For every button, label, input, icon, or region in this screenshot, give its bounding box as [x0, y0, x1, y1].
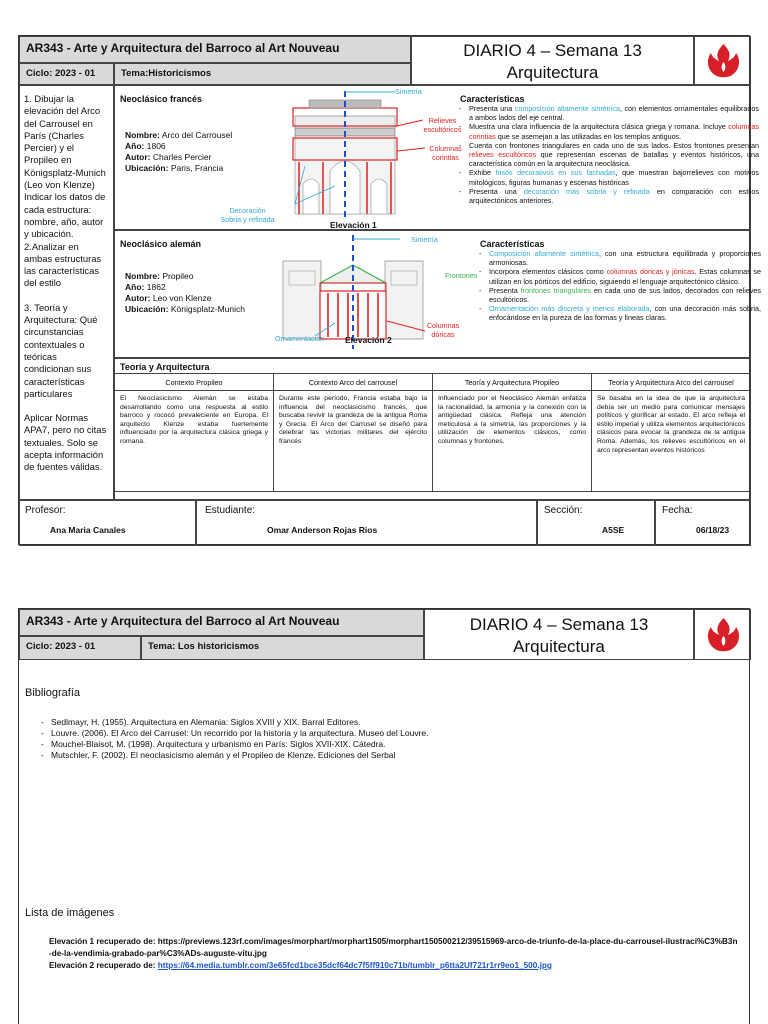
theme-cell	[141, 636, 424, 660]
list-item: - Mutschler, F. (2002). El neoclasicismo alemán y el Propileo de Klenze. Ediciones del Serbal	[51, 750, 751, 761]
theme-label: Tema:Historicismos	[121, 68, 212, 79]
upc-logo-icon	[695, 610, 752, 661]
diary-title-line2: Arquitectura	[506, 63, 599, 82]
student-name: Omar Anderson Rojas Rios	[267, 525, 378, 535]
table-header: Teoría y Arquitectura Propileo	[433, 374, 592, 391]
section2-title: Neoclásico alemán	[120, 239, 202, 249]
year-label: Año:	[125, 282, 145, 292]
list-item: - Incorpora elementos clásicos como columnas dóricas y jónicas. Estas columnas se utilizan en los pórticos del edificio, siguiendo el lenguaje arquitectónico clásico.	[489, 267, 761, 285]
course-title: AR343 - Arte y Arquitectura del Barroco al Art Nouveau	[26, 41, 340, 55]
list-item: - Muestra una clara influencia de la arquitectura clásica griega y romana. Incluye columnas corintias que se asemejan a las utilizadas en los templos antiguos.	[469, 122, 759, 140]
list-item: - Exhibe frisos decorativos en sus fachadas, que muestran bajorrelieves con motivos mitológicos, figuras humanas y escenas históricas	[469, 168, 759, 186]
location-label: Ubicación:	[125, 163, 169, 173]
table-cell: Durante este período, Francia estaba bajo la influencia del neoclasicismo francés, que buscaba revivir la grandeza de la antigua Roma y Grecia. El Arco del Carrusel se diseñó para celebrar las victorias militares del ejército francés	[274, 391, 433, 492]
list-item: - Louvre. (2006). El Arco del Carrusel: Un recorrido por la historia y la arquitectura. Museo del Louvre.	[51, 728, 751, 739]
footer-student	[196, 500, 537, 546]
author-label: Autor:	[125, 293, 151, 303]
instruction-3: 3. Teoría y Arquitectura: Qué circunstancias contextuales o teóricas condicionan sus características particulares	[24, 301, 98, 399]
elevation-1-caption: Elevación 1	[330, 220, 377, 230]
upc-logo-icon	[695, 37, 752, 86]
bibliography-list	[35, 717, 751, 761]
name-value: Arco del Carrousel	[161, 130, 233, 140]
list-item: - Mouchel-Blaisot, M. (1998). Arquitectura y urbanismo en París: Siglos XVII-XIX. Cátedra.	[51, 739, 751, 750]
logo-cell	[694, 36, 751, 85]
teacher-name: Ana Maria Canales	[50, 525, 126, 535]
list-item: - Presenta una composición altamente simétrica, con elementos ornamentales equilibrados a ambos lados del eje central.	[469, 104, 759, 122]
diary-title-line1: DIARIO 4 – Semana 13	[463, 41, 642, 60]
course-title-cell	[19, 36, 411, 63]
cycle-cell	[19, 636, 141, 660]
journal-page-1	[18, 35, 761, 545]
logo-cell	[694, 609, 751, 660]
section-french-neoclassic	[114, 85, 759, 230]
instruction-1: 1. Dibujar la elevación del Arco del Carrousel en París (Charles Percier) y el Propileo en Königsplatz-Munich (Leo von Klenze) Indicar los datos de cada estructura: nombre, año, autor y ubicación.	[24, 93, 106, 240]
theory-section	[114, 358, 751, 500]
diary-title-cell	[411, 36, 694, 85]
list-item: - Presenta frontones triangulares en cada uno de sus lados, decorados con relieves escultóricos.	[489, 286, 761, 304]
annotation-columns-1: Columnas corintias	[429, 144, 462, 163]
course-title-cell	[19, 609, 424, 636]
diary-title-line2: Arquitectura	[513, 637, 605, 656]
table-cell: El Neoclasicismo Alemán se estaba desarrollando como una respuesta al estilo barroco y rococó prevaleciente en Europa. El arquitecto Klenze estaba fuertemente influenciado por la arquitectura clásica griega y romana.	[115, 391, 274, 492]
author-value: Charles Percier	[152, 152, 212, 162]
annotation-decoration: Decoración Sobria y refinada	[220, 206, 275, 225]
year-label: Año:	[125, 141, 145, 151]
section1-details	[125, 130, 265, 174]
theory-title: Teoría y Arquitectura	[120, 362, 210, 372]
section2-characteristics-list	[473, 249, 761, 323]
image-2-link[interactable]: https://64.media.tumblr.com/3e65fcd1bce35dcf64dc7f5ff910c71b/tumblr_p6tta2Uf721r1rr9eo1_500.jpg	[157, 961, 552, 970]
annotation-symmetry-2: Simetría	[411, 235, 438, 244]
table-header: Teoría y Arquitectura Arco del carrousel	[592, 374, 751, 391]
location-value: Königsplatz-Munich	[170, 304, 246, 314]
annotation-ornament: Ornamentación	[275, 334, 325, 343]
annotation-symmetry-1: Simetría	[395, 87, 422, 96]
list-item: - Cuenta con frontones triangulares en cada uno de sus lados. Estos frontones presentan relieves escultóricos que representan escenas de batallas y eventos históricos, una característica común en la arquitectura neoclásica.	[469, 141, 759, 169]
diary-title-cell	[424, 609, 694, 660]
images-list-title: Lista de imágenes	[25, 907, 115, 919]
name-label: Nombre:	[125, 130, 160, 140]
theory-table-wrap	[114, 373, 751, 492]
image-credits	[49, 936, 739, 972]
cycle-cell	[19, 63, 114, 85]
section1-characteristics-title: Características	[460, 94, 525, 104]
image-credit-1: Elevación 1 recuperado de: https://previews.123rf.com/images/morphart/morphart1505/morphart150500212/39515969-arco-de-triunfo-de-la-place-du-carrousel-ilustraci%C3%B3n-de-la-vendimia-grabado-par%C3%ADs-auguste-vitu.jpg	[49, 937, 738, 958]
year-value: 1862	[146, 282, 166, 292]
cycle-label: Ciclo: 2023 - 01	[26, 68, 96, 79]
instruction-2: 2.Analizar en ambas estructuras las características del estilo	[24, 240, 102, 289]
arc-du-carrousel-drawing	[275, 86, 435, 221]
table-header: Contexto Arco del carrousel	[274, 374, 433, 391]
diary-title-line1: DIARIO 4 – Semana 13	[469, 615, 649, 634]
cycle-label: Ciclo: 2023 - 01	[26, 641, 96, 652]
name-value: Propileo	[162, 271, 194, 281]
table-cell: Se basaba en la idea de que la arquitectura debía ser un medio para comunicar mensajes políticos y glorificar al estado. El arco refleja el estilo imperial y utiliza elementos arquitectónicos clásicos para evocar la grandeza de la antigua Roma. Además, los relieves escultóricos en el arco representan eventos históricos	[592, 391, 751, 492]
section1-characteristics-list	[453, 104, 759, 205]
name-label: Nombre:	[125, 271, 160, 281]
date-value: 06/18/23	[696, 525, 730, 535]
list-item: - Presenta una decoración más sobria y refinada en comparación con estilos arquitectónicos anteriores.	[469, 187, 759, 205]
section-german-neoclassic	[114, 230, 761, 358]
date-label: Fecha:	[662, 505, 693, 516]
year-value: 1806	[146, 141, 166, 151]
author-label: Autor:	[125, 152, 151, 162]
theme-cell	[114, 63, 411, 85]
list-item: - Sedlmayr, H. (1955). Arquitectura en Alemania: Siglos XVIII y XIX. Barral Editores.	[51, 717, 751, 728]
list-item: - Ornamentación más discreta y menos elaborada, con una decoración más sobria, enfocándose en la pureza de las formas y líneas claras.	[489, 304, 761, 322]
footer-section	[537, 500, 655, 546]
elevation-2-caption: Elevación 2	[345, 335, 392, 345]
annotation-columns-2: Columnas dóricas	[426, 321, 460, 340]
student-label: Estudiante:	[205, 505, 256, 516]
list-item: - Composición altamente simétrica, con una estructura equilibrada y proporciones armoniosas.	[489, 249, 761, 267]
location-label: Ubicación:	[125, 304, 169, 314]
section2-characteristics-title: Características	[480, 239, 545, 249]
footer-date	[655, 500, 751, 546]
annotation-reliefs: Relieves escultóricos	[423, 116, 462, 135]
theory-table	[114, 373, 751, 492]
section-value: A5SE	[602, 525, 625, 535]
table-cell: Influenciado por el Neoclásico Alemán enfatiza la racionalidad, la armonía y la conexión con la antigüedad clásica. Refleja una atención meticulosa a la simetría, las proporciones y la utilización de elementos clásicos, como columnas y frontones.	[433, 391, 592, 492]
bibliography-title: Bibliografía	[25, 687, 81, 699]
theme-label: Tema: Los historicismos	[148, 641, 260, 652]
author-value: Leo von Klenze	[152, 293, 212, 303]
footer-teacher	[19, 500, 196, 546]
location-value: Paris, Francia	[170, 163, 224, 173]
annotation-pediments: Frontones	[445, 271, 478, 280]
course-title: AR343 - Arte y Arquitectura del Barroco al Art Nouveau	[26, 614, 340, 628]
section-label: Sección:	[544, 505, 583, 516]
image-credit-2: Elevación 2 recuperado de: https://64.media.tumblr.com/3e65fcd1bce35dcf64dc7f5ff910c71b/tumblr_p6tta2Uf721r1rr9eo1_500.jpg	[49, 961, 552, 970]
teacher-label: Profesor:	[25, 505, 66, 516]
instructions-cell	[19, 85, 114, 500]
table-header: Contexto Propileo	[115, 374, 274, 391]
section2-details	[125, 271, 285, 315]
journal-page-2	[18, 608, 750, 1024]
instruction-4: Aplicar Normas APA7, pero no citas textuales. Solo se acepta información de fuentes válidas.	[24, 412, 107, 473]
section1-title: Neoclásico francés	[120, 94, 203, 104]
